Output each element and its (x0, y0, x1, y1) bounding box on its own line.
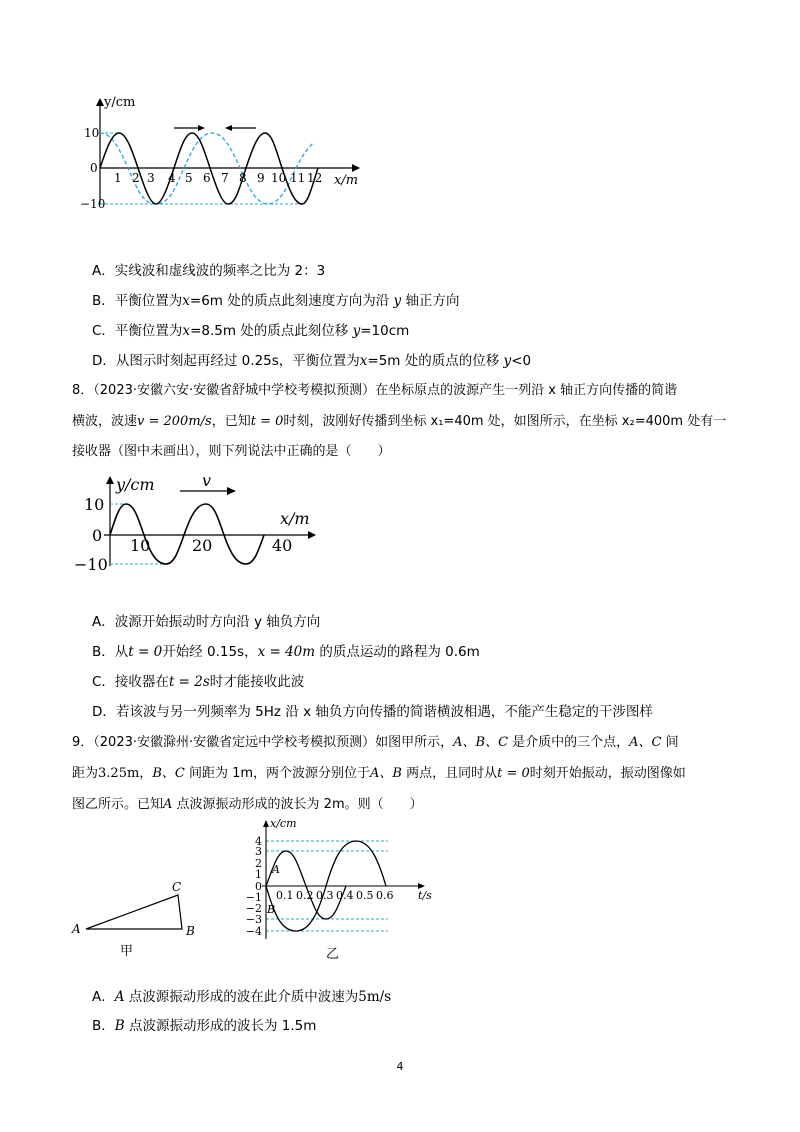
y-tick: −1 (245, 891, 262, 904)
q9-line-2 (72, 762, 686, 781)
y-tick: 1 (255, 868, 262, 881)
text: D．从图示时刻起再经过 0.25s，平衡位置为 (92, 353, 360, 369)
q8-line-2 (72, 410, 726, 429)
text: C．平衡位置为 (92, 323, 183, 339)
y-tick-minus10: −10 (74, 555, 108, 574)
y-axis-label: y/cm (104, 95, 136, 110)
q9-line-1 (72, 731, 679, 750)
figure-travelling-wave (70, 470, 330, 580)
x-tick: 10 (271, 171, 287, 185)
q7-option-c (92, 319, 409, 339)
figure-two-waves (80, 90, 370, 220)
q8-option-c (92, 670, 304, 690)
text: 是介质中的三个点， (508, 735, 630, 750)
y-tick-0: 0 (92, 526, 103, 545)
point: A (163, 797, 173, 812)
caption-yi: 乙 (326, 947, 340, 962)
formula: 3.25m (98, 766, 140, 781)
x-tick: 11 (290, 171, 306, 185)
text: =8.5m 处的质点此刻位移 (190, 323, 349, 339)
t-axis-label: t/s (418, 889, 432, 902)
q8-option-a: A．波源开始振动时方向沿 y 轴负方向 (92, 614, 321, 630)
x-tick: 8 (239, 171, 247, 185)
text: =5m 处的质点的位移 (367, 353, 500, 369)
y-axis-label: y/cm (116, 475, 155, 494)
y-tick: −4 (245, 925, 262, 938)
formula: t = 0 (128, 644, 163, 660)
text: 图乙所示。已知 (72, 797, 164, 812)
text: B． (92, 1018, 115, 1034)
var-y: y (393, 293, 402, 309)
text: 横波，波速 (72, 414, 138, 429)
text: <0 (511, 353, 532, 369)
text: =6m 处的质点此刻速度方向为沿 (189, 293, 390, 309)
x-axis-label: x/m (280, 509, 310, 528)
q8-option-b (92, 640, 480, 660)
t-tick: 0.3 (316, 889, 334, 902)
velocity-label: v (202, 471, 212, 490)
x-tick: 1 (114, 171, 122, 185)
var-x: x (182, 293, 190, 309)
text: 距为 (72, 766, 99, 781)
text: C．接收器在 (92, 674, 169, 690)
caption-jia: 甲 (120, 944, 134, 959)
t-tick-labels (276, 889, 394, 902)
x-tick-20: 20 (192, 536, 213, 555)
points: A、B、C (453, 735, 509, 750)
q8-line-1: 8．（2023·安徽六安·安徽省舒城中学校考模拟预测）在坐标原点的波源产生一列沿 x 轴正方向传播的简谐 (72, 383, 678, 398)
y-tick: 2 (255, 857, 262, 870)
y-tick-10: 10 (84, 126, 100, 140)
points: A、B (370, 766, 402, 781)
text: 点波源振动形成的波长为 2m。则（ ） (172, 797, 423, 812)
q8-line-3: 接收器（图中未画出），则下列说法中正确的是（ ） (72, 444, 391, 459)
points: A、C (629, 735, 662, 750)
text: 轴正方向 (401, 293, 460, 309)
wave-a (266, 851, 346, 919)
y-tick: 3 (255, 845, 262, 858)
figure-triangle (66, 875, 206, 965)
point: B (114, 1018, 125, 1034)
page-number: 4 (396, 1060, 404, 1073)
label-a: A (72, 922, 81, 936)
text: 点波源振动形成的波长为 1.5m (124, 1018, 317, 1034)
y-tick-10: 10 (84, 495, 105, 514)
formula: t = 0 (497, 766, 530, 781)
text: 间 (661, 735, 679, 750)
x-tick: 3 (147, 171, 155, 185)
text: 时刻，波刚好传播到坐标 x₁=40m 处，如图所示，在坐标 x₂=400m 处有一 (283, 414, 727, 429)
label-wave-b: B (267, 903, 276, 916)
text: A． (92, 989, 115, 1005)
text: B．从 (92, 644, 129, 660)
arrow-right-head (198, 125, 205, 131)
formula: v = 200m/s (137, 414, 212, 429)
wave-curve (110, 504, 264, 564)
q7-option-d (92, 349, 531, 369)
x-tick: 7 (221, 171, 229, 185)
label-wave-a: A (272, 863, 280, 876)
text: 时刻开始振动，振动图像如 (529, 766, 686, 781)
x-tick: 4 (168, 171, 176, 185)
y-axis-arrow (96, 98, 104, 106)
x-axis-arrow (263, 820, 269, 827)
t-tick: 0.4 (336, 889, 354, 902)
t-tick: 0.6 (376, 889, 394, 902)
text: 两点，且同时从 (401, 766, 498, 781)
x-tick: 12 (307, 171, 323, 185)
q9-line-3 (72, 793, 423, 812)
triangle-abc (86, 895, 182, 929)
label-b: B (186, 924, 195, 938)
q8-option-d: D．若该波与另一列频率为 5Hz 沿 x 轴负方向传播的简谐横波相遇，不能产生稳定的干涉图样 (92, 704, 653, 720)
text: 的质点运动的路程为 0.6m (319, 644, 480, 660)
formula: t = 0 (250, 414, 284, 429)
var-y: y (352, 323, 361, 339)
figure-vibration-graph (240, 815, 440, 965)
text: 9．（2023·安徽滁州·安徽省定远中学校考模拟预测）如图甲所示， (72, 735, 454, 750)
formula: 5m/s (358, 989, 392, 1005)
x-tick: 5 (185, 171, 193, 185)
x-tick-labels (114, 171, 322, 185)
text: ，已知 (211, 414, 251, 429)
arrow-left-head (225, 125, 232, 131)
x-tick-40: 40 (272, 536, 293, 555)
label-c: C (172, 880, 182, 894)
formula: t = 2s (168, 674, 210, 690)
text: 点波源振动形成的波在此介质中波速为 (124, 989, 359, 1005)
t-tick: 0.5 (356, 889, 374, 902)
y-tick-minus10: −10 (80, 197, 106, 211)
y-axis-arrow (106, 476, 114, 484)
text: ， (139, 766, 153, 781)
y-tick: −2 (245, 902, 262, 915)
x-tick-10: 10 (130, 536, 151, 555)
text: 时才能接收此波 (209, 674, 305, 690)
y-tick-labels (246, 835, 262, 938)
points: B、C (152, 766, 185, 781)
x-axis-label: x/m (334, 173, 359, 188)
t-tick: 0.2 (296, 889, 314, 902)
text: =10cm (360, 323, 410, 339)
x-tick: 9 (257, 171, 265, 185)
x-tick: 6 (203, 171, 211, 185)
velocity-arrow-head (227, 487, 236, 495)
text: B．平衡位置为 (92, 293, 183, 309)
x-tick: 2 (132, 171, 140, 185)
y-tick-0: 0 (90, 161, 98, 175)
q9-option-b (92, 1014, 316, 1034)
text: 开始经 0.15s， (162, 644, 258, 660)
y-tick: 0 (255, 880, 262, 893)
formula: x = 40m (257, 644, 316, 660)
x-axis-arrow (352, 164, 360, 172)
y-tick: −3 (245, 913, 262, 926)
var-x: x (359, 353, 368, 369)
x-axis-arrow (308, 531, 316, 539)
q7-option-b (92, 289, 459, 309)
var-x: x (182, 323, 191, 339)
q9-option-a (92, 985, 391, 1005)
y-tick: 4 (255, 835, 262, 848)
q7-option-a: A．实线波和虚线波的频率之比为 2：3 (92, 263, 326, 279)
point: A (114, 989, 125, 1005)
t-tick: 0.1 (276, 889, 294, 902)
var-y: y (503, 353, 512, 369)
y-axis-label: x/cm (270, 817, 297, 830)
text: 间距为 1m，两个波源分别位于 (184, 766, 371, 781)
